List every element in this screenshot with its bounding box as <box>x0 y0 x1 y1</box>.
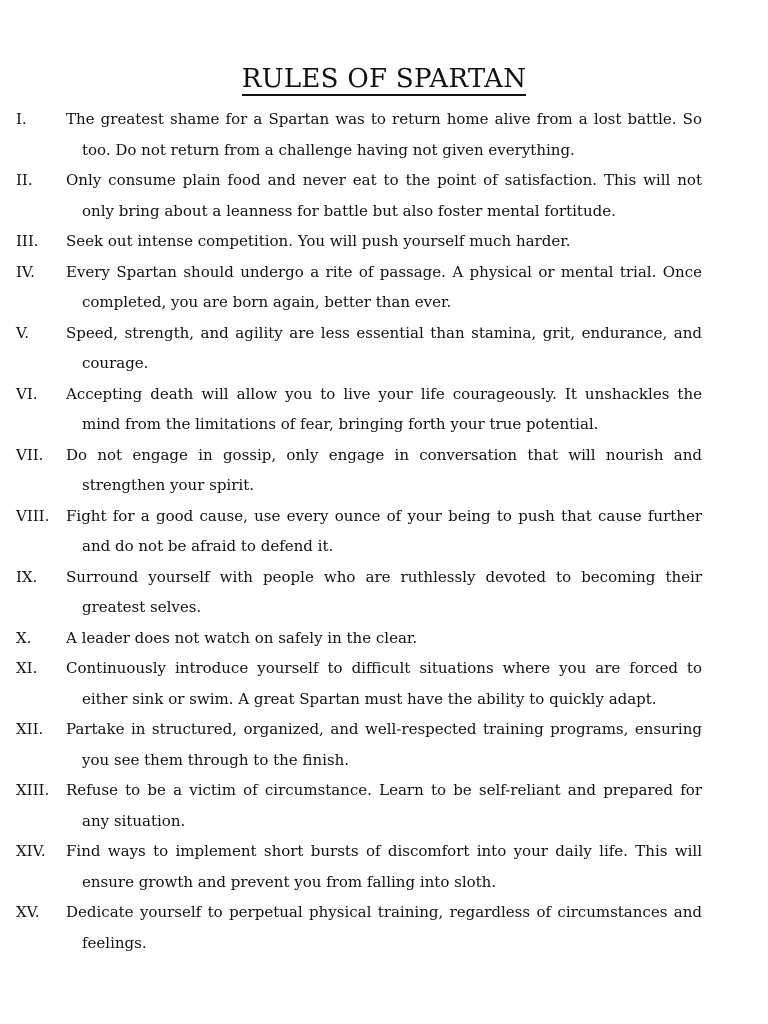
rule-item <box>0 165 702 226</box>
rule-item <box>0 318 702 379</box>
rule-text: Surround yourself with people who are ruthlessly devoted to becoming their greatest selves. <box>66 567 702 616</box>
rule-text: Accepting death will allow you to live your life courageously. It unshackles the mind from the limitations of fear, bringing forth your true potential. <box>66 384 702 433</box>
rule-item <box>0 836 702 897</box>
rule-number: VI. <box>16 384 38 403</box>
rule-number: V. <box>16 323 29 342</box>
rule-text: Every Spartan should undergo a rite of passage. A physical or mental trial. Once completed, you are born again, better than ever. <box>66 262 702 311</box>
rule-number: II. <box>16 171 33 189</box>
rule-item <box>0 257 702 318</box>
rule-text: A leader does not watch on safely in the clear. <box>66 628 418 647</box>
rule-number: XI. <box>16 659 38 677</box>
rule-number: III. <box>16 232 39 250</box>
rule-text: Find ways to implement short bursts of discomfort into your daily life. This will ensure growth and prevent you from falling into sloth. <box>66 842 702 891</box>
rule-text: Partake in structured, organized, and well-respected training programs, ensuring you see them through to the finish. <box>66 720 702 769</box>
rule-item <box>0 104 702 165</box>
document-title <box>0 62 768 96</box>
rule-item <box>0 440 702 501</box>
title-text: RULES OF SPARTAN <box>241 64 527 94</box>
rule-item <box>0 379 702 440</box>
rule-item <box>0 226 702 257</box>
rule-number: I. <box>16 110 27 128</box>
rule-item <box>0 775 702 836</box>
rule-text: Speed, strength, and agility are less essential than stamina, grit, endurance, and courage. <box>66 323 702 372</box>
rule-text: Seek out intense competition. You will push yourself much harder. <box>66 232 571 250</box>
rule-text: The greatest shame for a Spartan was to return home alive from a lost battle. So too. Do not return from a challenge having not given everything. <box>66 110 702 159</box>
rule-number: IV. <box>16 262 35 281</box>
rules-list <box>0 104 768 958</box>
rule-item <box>0 897 702 958</box>
rule-text: Only consume plain food and never eat to the point of satisfaction. This will not only bring about a leanness for battle but also foster mental fortitude. <box>66 171 702 220</box>
rule-number: XIV. <box>16 842 46 860</box>
rule-number: VIII. <box>16 506 50 525</box>
rule-text: Continuously introduce yourself to difficult situations where you are forced to either sink or swim. A great Spartan must have the ability to quickly adapt. <box>66 659 702 708</box>
rule-item <box>0 501 702 562</box>
rule-text: Do not engage in gossip, only engage in conversation that will nourish and strengthen your spirit. <box>66 445 702 494</box>
rule-text: Refuse to be a victim of circumstance. Learn to be self-reliant and prepared for any situation. <box>66 781 702 830</box>
rule-number: X. <box>16 628 32 647</box>
rule-number: IX. <box>16 567 38 586</box>
rule-number: XIII. <box>16 781 50 799</box>
rule-number: XII. <box>16 720 44 738</box>
rule-text: Fight for a good cause, use every ounce of your being to push that cause further and do not be afraid to defend it. <box>66 506 702 555</box>
rule-text: Dedicate yourself to perpetual physical training, regardless of circumstances and feelings. <box>66 903 702 952</box>
rule-item <box>0 623 702 654</box>
rule-number: VII. <box>16 445 44 464</box>
rule-item <box>0 714 702 775</box>
rule-item <box>0 562 702 623</box>
rule-item <box>0 653 702 714</box>
rule-number: XV. <box>16 903 40 921</box>
